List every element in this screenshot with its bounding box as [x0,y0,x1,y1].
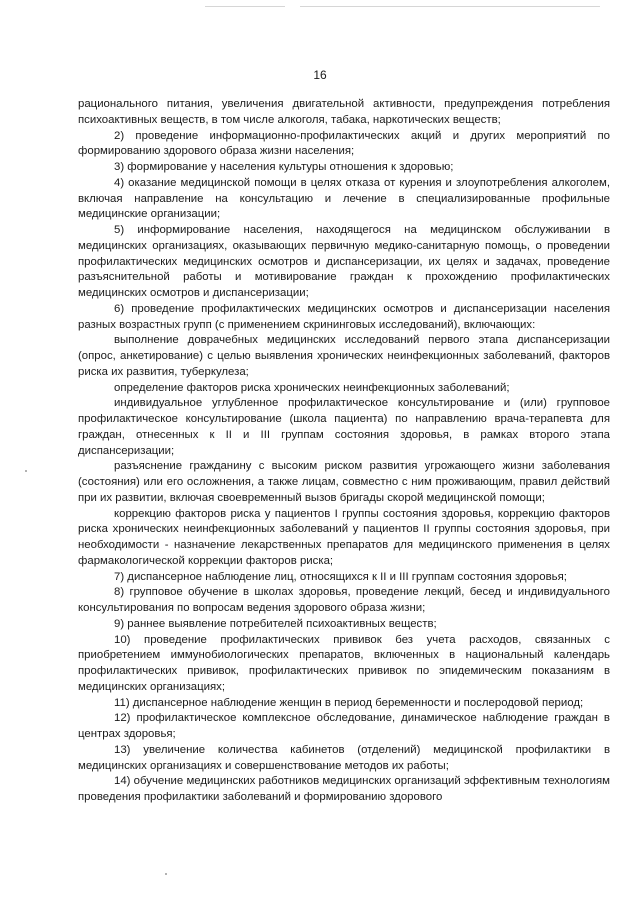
paragraph-item-14: 14) обучение медицинских работников медицинских организаций эффективным технологиям проведения профилактики заболеваний и формированию здорового [78,775,610,803]
paragraph-item-12: 12) профилактическое комплексное обследование, динамическое наблюдение граждан в центрах здоровья; [78,712,610,740]
scan-speck [25,470,27,472]
scan-edge-line-left [205,6,285,7]
paragraph-item-13: 13) увеличение количества кабинетов (отделений) медицинской профилактики в медицинских организациях и совершенствование методов их работы; [78,743,610,772]
paragraph-subitem-explanation: разъяснение гражданину с высоким риском развития угрожающего жизни заболевания (состояния) или его осложнения, а также лицам, совместно с ним проживающим, правил действий при их развитии, включая своевременный вызов бригады скорой медицинской помощи; [78,460,610,504]
paragraph-subitem-counseling: индивидуальное углубленное профилактическое консультирование и (или) групповое профилактическое консультирование (школа пациента) по направлению врача-терапевта для граждан, отнесенных к II и III группам состояния здоровья, в рамках второго этапа диспансеризации; [78,397,610,457]
page-number: 16 [313,68,327,82]
paragraph-item-10: 10) проведение профилактических прививок без учета расходов, связанных с приобретением иммунобиологических препаратов, включенных в национальный календарь профилактических прививок, профилактических прививок по эпидемическим показаниям в медицинских организациях; [78,633,610,693]
paragraph-item-6: 6) проведение профилактических медицинских осмотров и диспансеризации населения разных возрастных групп (с применением скрининговых исследований), включающих: [78,302,610,331]
paragraph-subitem-correction: коррекцию факторов риска у пациентов I группы состояния здоровья, коррекцию факторов риска хронических неинфекционных заболеваний у пациентов II группы состояния здоровья, при необходимости - назначение лекарственных препаратов для медицинского применения в целях фармакологической коррекции факторов риска; [78,507,610,567]
paragraph-item-2: 2) проведение информационно-профилактических акций и других мероприятий по формированию здорового образа жизни населения; [78,129,610,158]
scan-speck [165,873,167,875]
paragraph-item-8: 8) групповое обучение в школах здоровья, проведение лекций, бесед и индивидуального консультирования по вопросам ведения здорового образа жизни; [78,586,610,614]
paragraph-item-5: 5) информирование населения, находящегося на медицинском обслуживании в медицинских организациях, оказывающих первичную медико-санитарную помощь, о проведении профилактических медицинских осмотров и диспансеризации, их целях и задачах, проведение разъяснительной работы и мотивирование граждан к прохождению профилактических медицинских осмотров и диспансеризации; [78,224,610,299]
paragraph-item-4: 4) оказание медицинской помощи в целях отказа от курения и злоупотребления алкоголем, включая направление на консультацию и лечение в специализированные профильные медицинские организации; [78,176,610,221]
paragraph-subitem-examinations: выполнение доврачебных медицинских исследований первого этапа диспансеризации (опрос, анкетирование) с целью выявления хронических неинфекционных заболеваний, факторов риска их развития, туберкулеза; [78,334,610,378]
document-body [78,97,610,806]
paragraph-item-3: 3) формирование у населения культуры отношения к здоровью; [114,161,454,173]
paragraph-subitem-risk-factors: определение факторов риска хронических неинфекционных заболеваний; [114,381,510,394]
paragraph-item-11: 11) диспансерное наблюдение женщин в период беременности и послеродовой период; [114,696,584,709]
paragraph-item-7: 7) диспансерное наблюдение лиц, относящихся к II и III группам состояния здоровья; [114,570,567,583]
paragraph-continuation: рационального питания, увеличения двигательной активности, предупреждения потребления психоактивных веществ, в том числе алкоголя, табака, наркотических веществ; [78,98,610,126]
scan-edge-line-right [300,6,600,7]
paragraph-item-9: 9) раннее выявление потребителей психоактивных веществ; [114,617,437,630]
